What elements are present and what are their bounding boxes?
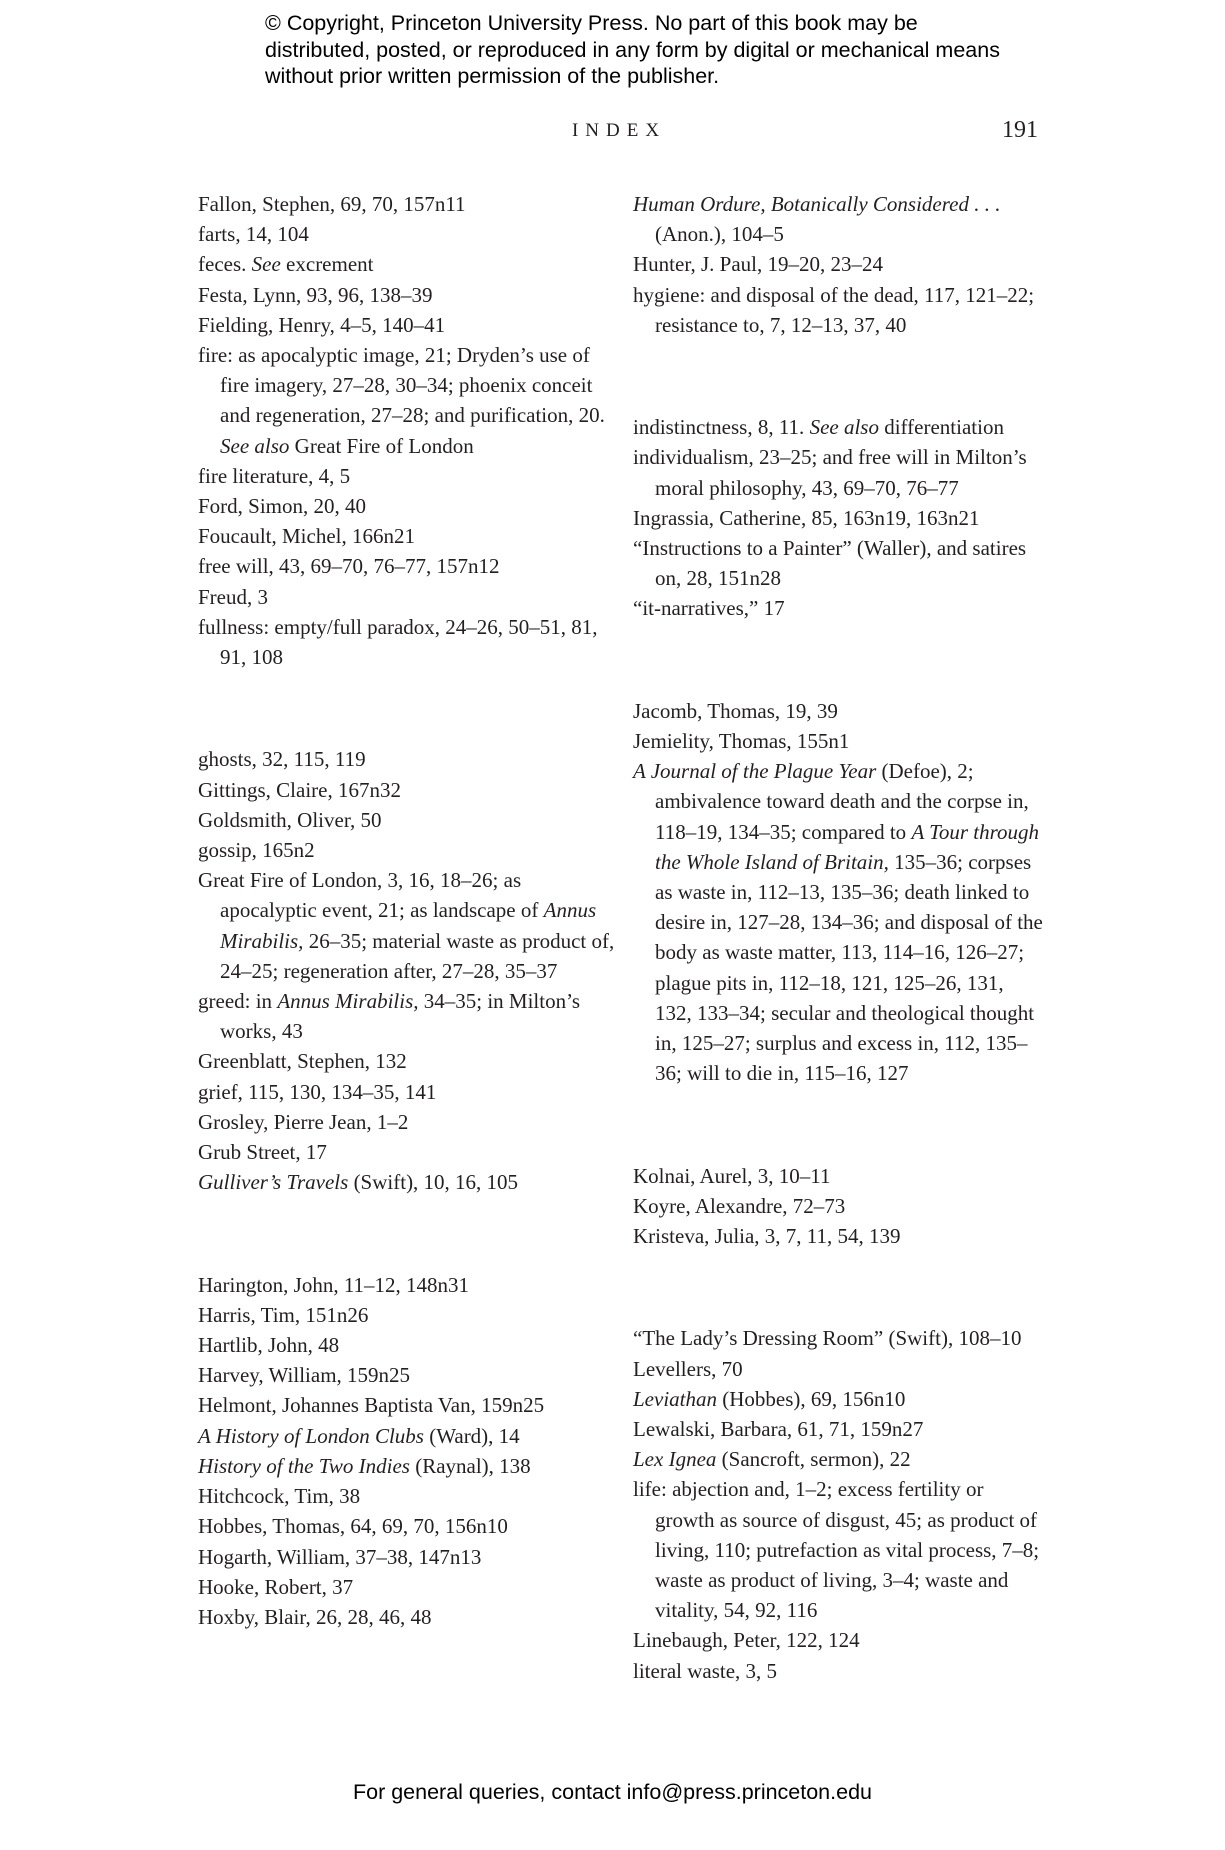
index-entry: Goldsmith, Oliver, 50 (198, 807, 382, 832)
copyright-notice: © Copyright, Princeton University Press. No part of this book may be distributed, posted, or reproduced in any form by digital or mechanical means without prior written permission of the publisher. (265, 11, 1000, 88)
index-entry: ghosts, 32, 115, 119 (198, 747, 366, 772)
index-entry: greed: in Annus Mirabilis, 34–35; in Milton’s works, 43 (198, 989, 581, 1044)
index-column-left (198, 189, 618, 1632)
index-entry: Hogarth, William, 37–38, 147n13 (198, 1544, 482, 1569)
index-entry: Grub Street, 17 (198, 1140, 327, 1165)
footer-contact: For general queries, contact info@press.princeton.edu (352, 1780, 872, 1804)
index-entry: Ford, Simon, 20, 40 (198, 494, 367, 519)
index-entry: Fielding, Henry, 4–5, 140–41 (198, 312, 446, 337)
index-entry: Gulliver’s Travels (Swift), 10, 16, 105 (198, 1170, 519, 1195)
index-gap (198, 693, 618, 723)
index-entry: Harvey, William, 159n25 (198, 1363, 411, 1388)
page-number: 191 (1002, 117, 1038, 143)
index-entry: Fallon, Stephen, 69, 70, 157n11 (198, 192, 466, 216)
index-entry: Hooke, Robert, 37 (198, 1574, 354, 1599)
index-entry: Hobbes, Thomas, 64, 69, 70, 156n10 (198, 1514, 508, 1539)
index-entry: Freud, 3 (198, 584, 268, 609)
index-entry: Jemielity, Thomas, 155n1 (633, 729, 850, 754)
index-entry: Grosley, Pierre Jean, 1–2 (198, 1109, 409, 1134)
index-entry: Greenblatt, Stephen, 132 (198, 1049, 407, 1074)
index-entry: fire literature, 4, 5 (198, 463, 351, 488)
index-entry: literal waste, 3, 5 (633, 1658, 778, 1683)
index-entry: Leviathan (Hobbes), 69, 156n10 (633, 1386, 906, 1411)
running-head-title: INDEX (571, 120, 667, 141)
index-entry: Hitchcock, Tim, 38 (198, 1484, 361, 1509)
index-entry: Great Fire of London, 3, 16, 18–26; as apocalyptic event, 21; as landscape of Annus Mirabilis, 26–35; material waste as product of, 24–25; regeneration after, 27–28, 35–37 (198, 868, 615, 983)
index-entry: life: abjection and, 1–2; excess fertility or growth as source of disgust, 45; as product of living, 110; putrefaction as vital process, 7–8; waste as product of living, 3–4; waste and vitality, 54, 92, 116 (633, 1477, 1040, 1623)
index-entry: Helmont, Johannes Baptista Van, 159n25 (198, 1393, 545, 1418)
index-entry: fire: as apocalyptic image, 21; Dryden’s use of fire imagery, 27–28, 30–34; phoenix conceit and regeneration, 27–28; and purification, 20. See also Great Fire of London (198, 343, 605, 458)
index-entry: Jacomb, Thomas, 19, 39 (633, 698, 838, 723)
index-entry: indistinctness, 8, 11. See also differentiation (633, 415, 1004, 440)
index-entry: Harington, John, 11–12, 148n31 (198, 1272, 470, 1297)
index-entry: A History of London Clubs (Ward), 14 (198, 1423, 520, 1448)
index-entry: individualism, 23–25; and free will in Milton’s moral philosophy, 43, 69–70, 76–77 (633, 445, 1027, 500)
index-gap (633, 645, 1043, 675)
index-entry: Koyre, Alexandre, 72–73 (633, 1193, 846, 1218)
index-entry: Hunter, J. Paul, 19–20, 23–24 (633, 252, 883, 277)
index-entry: Linebaugh, Peter, 122, 124 (633, 1628, 860, 1653)
running-head (198, 117, 1040, 147)
index-entry: Hoxby, Blair, 26, 28, 46, 48 (198, 1604, 432, 1629)
index-entry: Kristeva, Julia, 3, 7, 11, 54, 139 (633, 1224, 901, 1249)
index-entry: farts, 14, 104 (198, 222, 309, 247)
index-entry: gossip, 165n2 (198, 838, 315, 863)
index-entry: Human Ordure, Botanically Considered . . . (Anon.), 104–5 (633, 192, 1001, 247)
index-entry: Gittings, Claire, 167n32 (198, 777, 401, 802)
index-gap (198, 1218, 618, 1248)
index-entry: grief, 115, 130, 134–35, 141 (198, 1079, 437, 1104)
index-entry: Levellers, 70 (633, 1356, 743, 1381)
index-entry: “The Lady’s Dressing Room” (Swift), 108–10 (633, 1326, 1022, 1351)
index-entry: “Instructions to a Painter” (Waller), and satires on, 28, 151n28 (633, 536, 1027, 591)
index-entry: Lewalski, Barbara, 61, 71, 159n27 (633, 1417, 924, 1442)
index-entry: Ingrassia, Catherine, 85, 163n19, 163n21 (633, 505, 980, 530)
index-entry: Lex Ignea (Sancroft, sermon), 22 (633, 1447, 911, 1472)
index-column-right (633, 189, 1043, 1686)
index-entry: Festa, Lynn, 93, 96, 138–39 (198, 282, 433, 307)
index-entry: Kolnai, Aurel, 3, 10–11 (633, 1163, 831, 1188)
index-gap (633, 1272, 1043, 1302)
index-entry: History of the Two Indies (Raynal), 138 (198, 1453, 531, 1478)
index-entry: A Journal of the Plague Year (Defoe), 2; ambivalence toward death and the corpse in, 118–19, 134–35; compared to A Tour through the Whole Island of Britain, 135–36; corpses as waste in, 112–13, 135–36; death linked to desire in, 127–28, 134–36; and disposal of the body as waste matter, 113, 114–16, 126–27; plague pits in, 112–18, 121, 125–26, 131, 132, 133–34; secular and theological thought in, 125–27; surplus and excess in, 112, 135–36; will to die in, 115–16, 127 (633, 759, 1043, 1086)
index-entry: “it-narratives,” 17 (633, 596, 785, 621)
index-entry: fullness: empty/full paradox, 24–26, 50–51, 81, 91, 108 (198, 614, 598, 670)
index-entry: feces. See excrement (198, 252, 374, 277)
index-gap (633, 1109, 1043, 1139)
index-entry: Hartlib, John, 48 (198, 1333, 340, 1358)
index-entry: free will, 43, 69–70, 76–77, 157n12 (198, 554, 500, 579)
index-entry: Harris, Tim, 151n26 (198, 1302, 369, 1327)
index-entry: hygiene: and disposal of the dead, 117, 121–22; resistance to, 7, 12–13, 37, 40 (633, 282, 1035, 337)
index-entry: Foucault, Michel, 166n21 (198, 524, 415, 549)
index-gap (633, 361, 1043, 391)
